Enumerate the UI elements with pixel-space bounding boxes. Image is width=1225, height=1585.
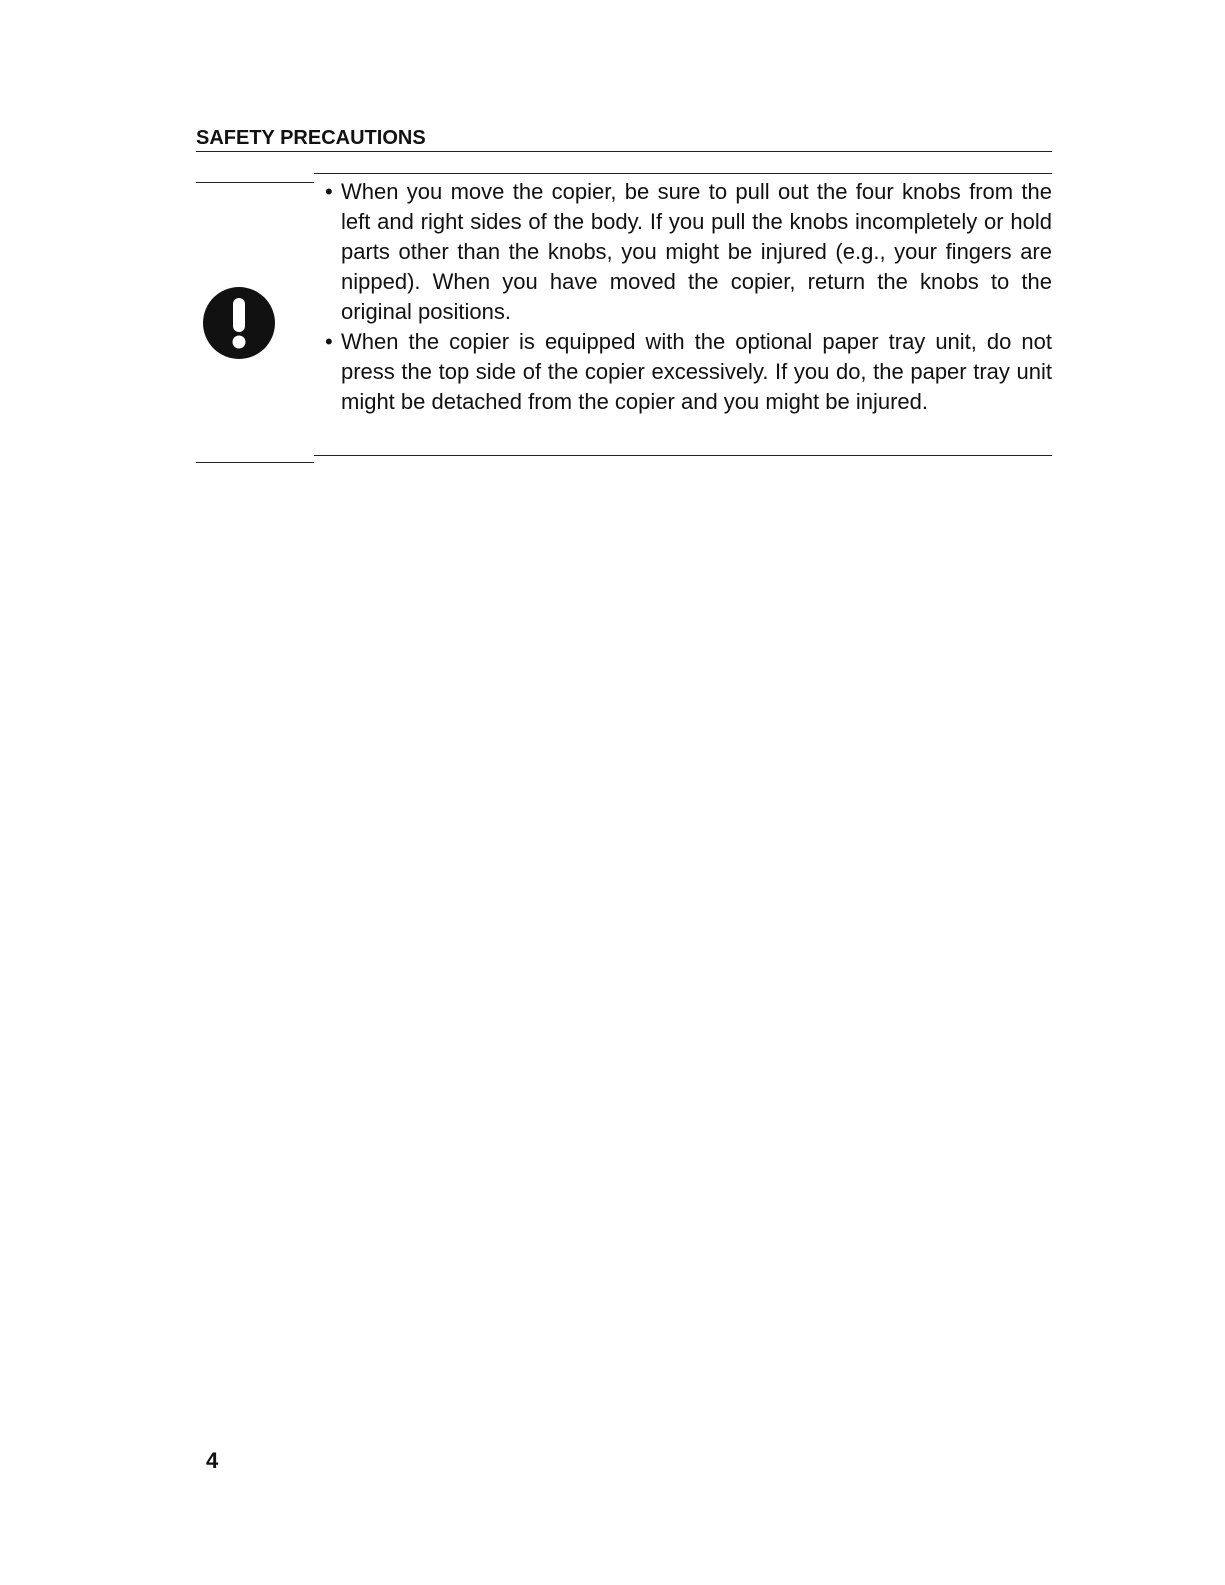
caution-box-top-rule-left — [196, 182, 314, 183]
caution-box-bottom-rule-left — [196, 462, 314, 463]
exclamation-circle-icon — [202, 286, 276, 360]
caution-item — [322, 327, 1052, 417]
page-header — [196, 124, 1052, 152]
caution-item-text: When you move the copier, be sure to pull out the four knobs from the left and right sides of the body. If you pull the knobs incompletely or hold parts other than the knobs, you might be injured (e.g., your fingers are nipped). When you have moved the copier, return the knobs to the original positions. — [341, 179, 1052, 324]
section-title: SAFETY PRECAUTIONS — [196, 127, 426, 149]
bullet-icon: • — [325, 179, 333, 204]
caution-box-top-rule-right — [314, 173, 1052, 174]
page-number: 4 — [206, 1448, 219, 1473]
caution-item — [322, 177, 1052, 327]
caution-item-text: When the copier is equipped with the optional paper tray unit, do not press the top side of the copier excessively. If you do, the paper tray unit might be detached from the copier and you might be injured. — [341, 329, 1052, 414]
bullet-icon: • — [325, 329, 333, 354]
caution-list — [322, 177, 1052, 417]
caution-box-bottom-rule-right — [314, 455, 1052, 456]
header-rule — [196, 151, 1052, 152]
